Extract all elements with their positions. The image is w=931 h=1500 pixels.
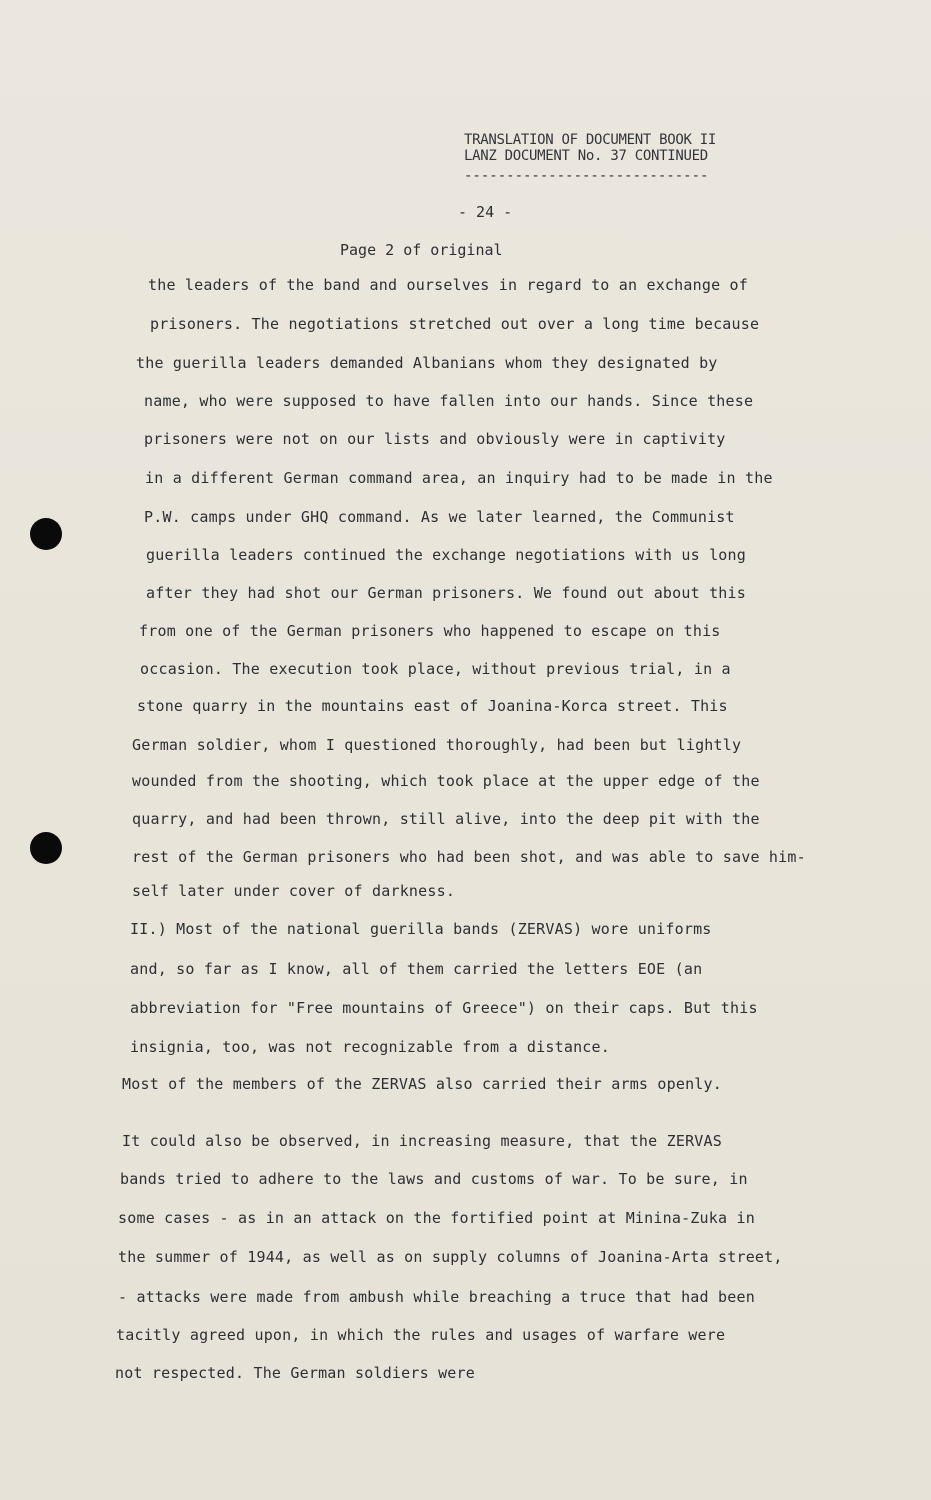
text-line: occasion. The execution took place, without previous trial, in a xyxy=(140,660,731,678)
page-subtitle: Page 2 of original xyxy=(340,241,503,259)
text-line: quarry, and had been thrown, still alive, into the deep pit with the xyxy=(132,810,760,828)
text-line: the leaders of the band and ourselves in regard to an exchange of xyxy=(148,276,748,294)
page-number: - 24 - xyxy=(458,203,513,221)
text-line: German soldier, whom I questioned thoroughly, had been but lightly xyxy=(132,736,742,754)
text-line: abbreviation for "Free mountains of Greece") on their caps. But this xyxy=(130,999,758,1017)
text-line: tacitly agreed upon, in which the rules and usages of warfare were xyxy=(116,1326,726,1344)
punch-hole xyxy=(30,518,62,550)
text-line: It could also be observed, in increasing measure, that the ZERVAS xyxy=(122,1132,722,1150)
text-line: - attacks were made from ambush while breaching a truce that had been xyxy=(118,1288,755,1306)
text-line: name, who were supposed to have fallen into our hands. Since these xyxy=(144,392,754,410)
text-line: the guerilla leaders demanded Albanians whom they designated by xyxy=(136,354,718,372)
text-line: rest of the German prisoners who had been shot, and was able to save him- xyxy=(132,848,806,866)
header-document-number: LANZ DOCUMENT No. 37 CONTINUED xyxy=(464,148,708,164)
text-line: II.) Most of the national guerilla bands (ZERVAS) wore uniforms xyxy=(130,920,712,938)
text-line: after they had shot our German prisoners. We found out about this xyxy=(146,584,746,602)
text-line: from one of the German prisoners who happened to escape on this xyxy=(139,622,721,640)
header-rule: ----------------------------- xyxy=(464,168,709,184)
punch-hole xyxy=(30,832,62,864)
text-line: Most of the members of the ZERVAS also carried their arms openly. xyxy=(122,1075,722,1093)
text-line: prisoners. The negotiations stretched out over a long time because xyxy=(150,315,760,333)
text-line: in a different German command area, an inquiry had to be made in the xyxy=(145,469,773,487)
text-line: and, so far as I know, all of them carried the letters EOE (an xyxy=(130,960,703,978)
text-line: bands tried to adhere to the laws and customs of war. To be sure, in xyxy=(120,1170,748,1188)
text-line: self later under cover of darkness. xyxy=(132,882,456,900)
text-line: some cases - as in an attack on the fortified point at Minina-Zuka in xyxy=(118,1209,755,1227)
text-line: prisoners were not on our lists and obviously were in captivity xyxy=(144,430,726,448)
text-line: the summer of 1944, as well as on supply columns of Joanina-Arta street, xyxy=(118,1248,783,1266)
text-line: not respected. The German soldiers were xyxy=(115,1364,475,1382)
text-line: guerilla leaders continued the exchange negotiations with us long xyxy=(146,546,746,564)
header-title: TRANSLATION OF DOCUMENT BOOK II xyxy=(464,132,716,148)
text-line: insignia, too, was not recognizable from a distance. xyxy=(130,1038,610,1056)
text-line: P.W. camps under GHQ command. As we later learned, the Communist xyxy=(144,508,735,526)
text-line: stone quarry in the mountains east of Joanina-Korca street. This xyxy=(137,697,728,715)
text-line: wounded from the shooting, which took place at the upper edge of the xyxy=(132,772,760,790)
document-header xyxy=(464,132,716,184)
